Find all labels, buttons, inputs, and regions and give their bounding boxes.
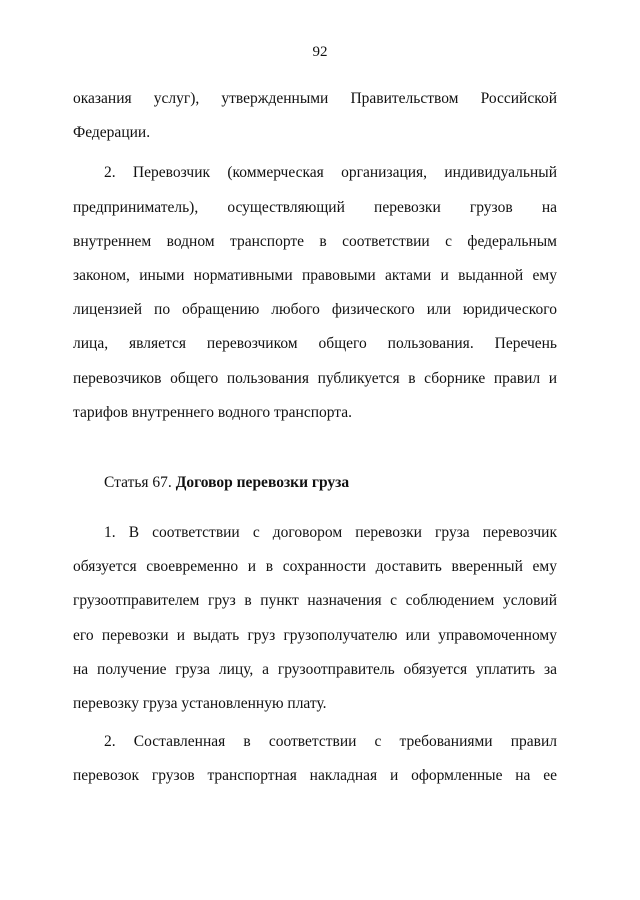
paragraph-2-line-1: 2. Перевозчик (коммерческая организация, индивидуальный xyxy=(104,164,557,182)
article-heading xyxy=(73,466,557,500)
text-block-top xyxy=(73,82,557,430)
article-paragraph-1-line-3: грузоотправителем груз в пункт назначения с соблюдением условий xyxy=(73,592,557,610)
text-block-article xyxy=(73,516,557,794)
paragraph-2-line-8: тарифов внутреннего водного транспорта. xyxy=(73,403,353,421)
article-title: Договор перевозки груза xyxy=(175,474,350,491)
article-heading-line xyxy=(73,466,557,500)
article-paragraph-2-line-1: 2. Составленная в соответствии с требованиями правил xyxy=(104,733,557,751)
page-number: 92 xyxy=(312,44,328,60)
paragraph-2-line-3: внутреннем водном транспорте в соответствии с федеральным xyxy=(73,232,557,250)
article-paragraph-1-line-1: 1. В соответствии с договором перевозки груза перевозчик xyxy=(104,524,557,541)
article-paragraph-1-line-4: его перевозки и выдать груз грузополучателю или управомоченному xyxy=(73,626,557,644)
paragraph-1-line-1: оказания услуг), утвержденными Правительством Российской xyxy=(73,90,557,107)
article-label: Статья 67. xyxy=(104,474,172,491)
article-paragraph-1-line-2: обязуется своевременно и в сохранности доставить вверенный ему xyxy=(73,558,557,576)
article-paragraph-1-line-5: на получение груза лицу, а грузоотправитель обязуется уплатить за xyxy=(73,660,557,678)
paragraph-1-line-2: Федерации. xyxy=(73,124,151,142)
paragraph-2-line-4: законом, иными нормативными правовыми актами и выданной ему xyxy=(73,267,557,285)
paragraph-2-line-5: лицензией по обращению любого физического или юридического xyxy=(73,301,557,319)
article-paragraph-1-line-6: перевозку груза установленную плату. xyxy=(73,695,327,713)
article-paragraph-2-line-2: перевозок грузов транспортная накладная и оформленные на ее xyxy=(73,767,557,785)
paragraph-2-line-7: перевозчиков общего пользования публикуется в сборнике правил и xyxy=(73,369,557,387)
paragraph-2-line-6: лица, является перевозчиком общего пользования. Перечень xyxy=(73,335,557,353)
paragraph-2-line-2: предприниматель), осуществляющий перевозки грузов на xyxy=(73,198,557,216)
